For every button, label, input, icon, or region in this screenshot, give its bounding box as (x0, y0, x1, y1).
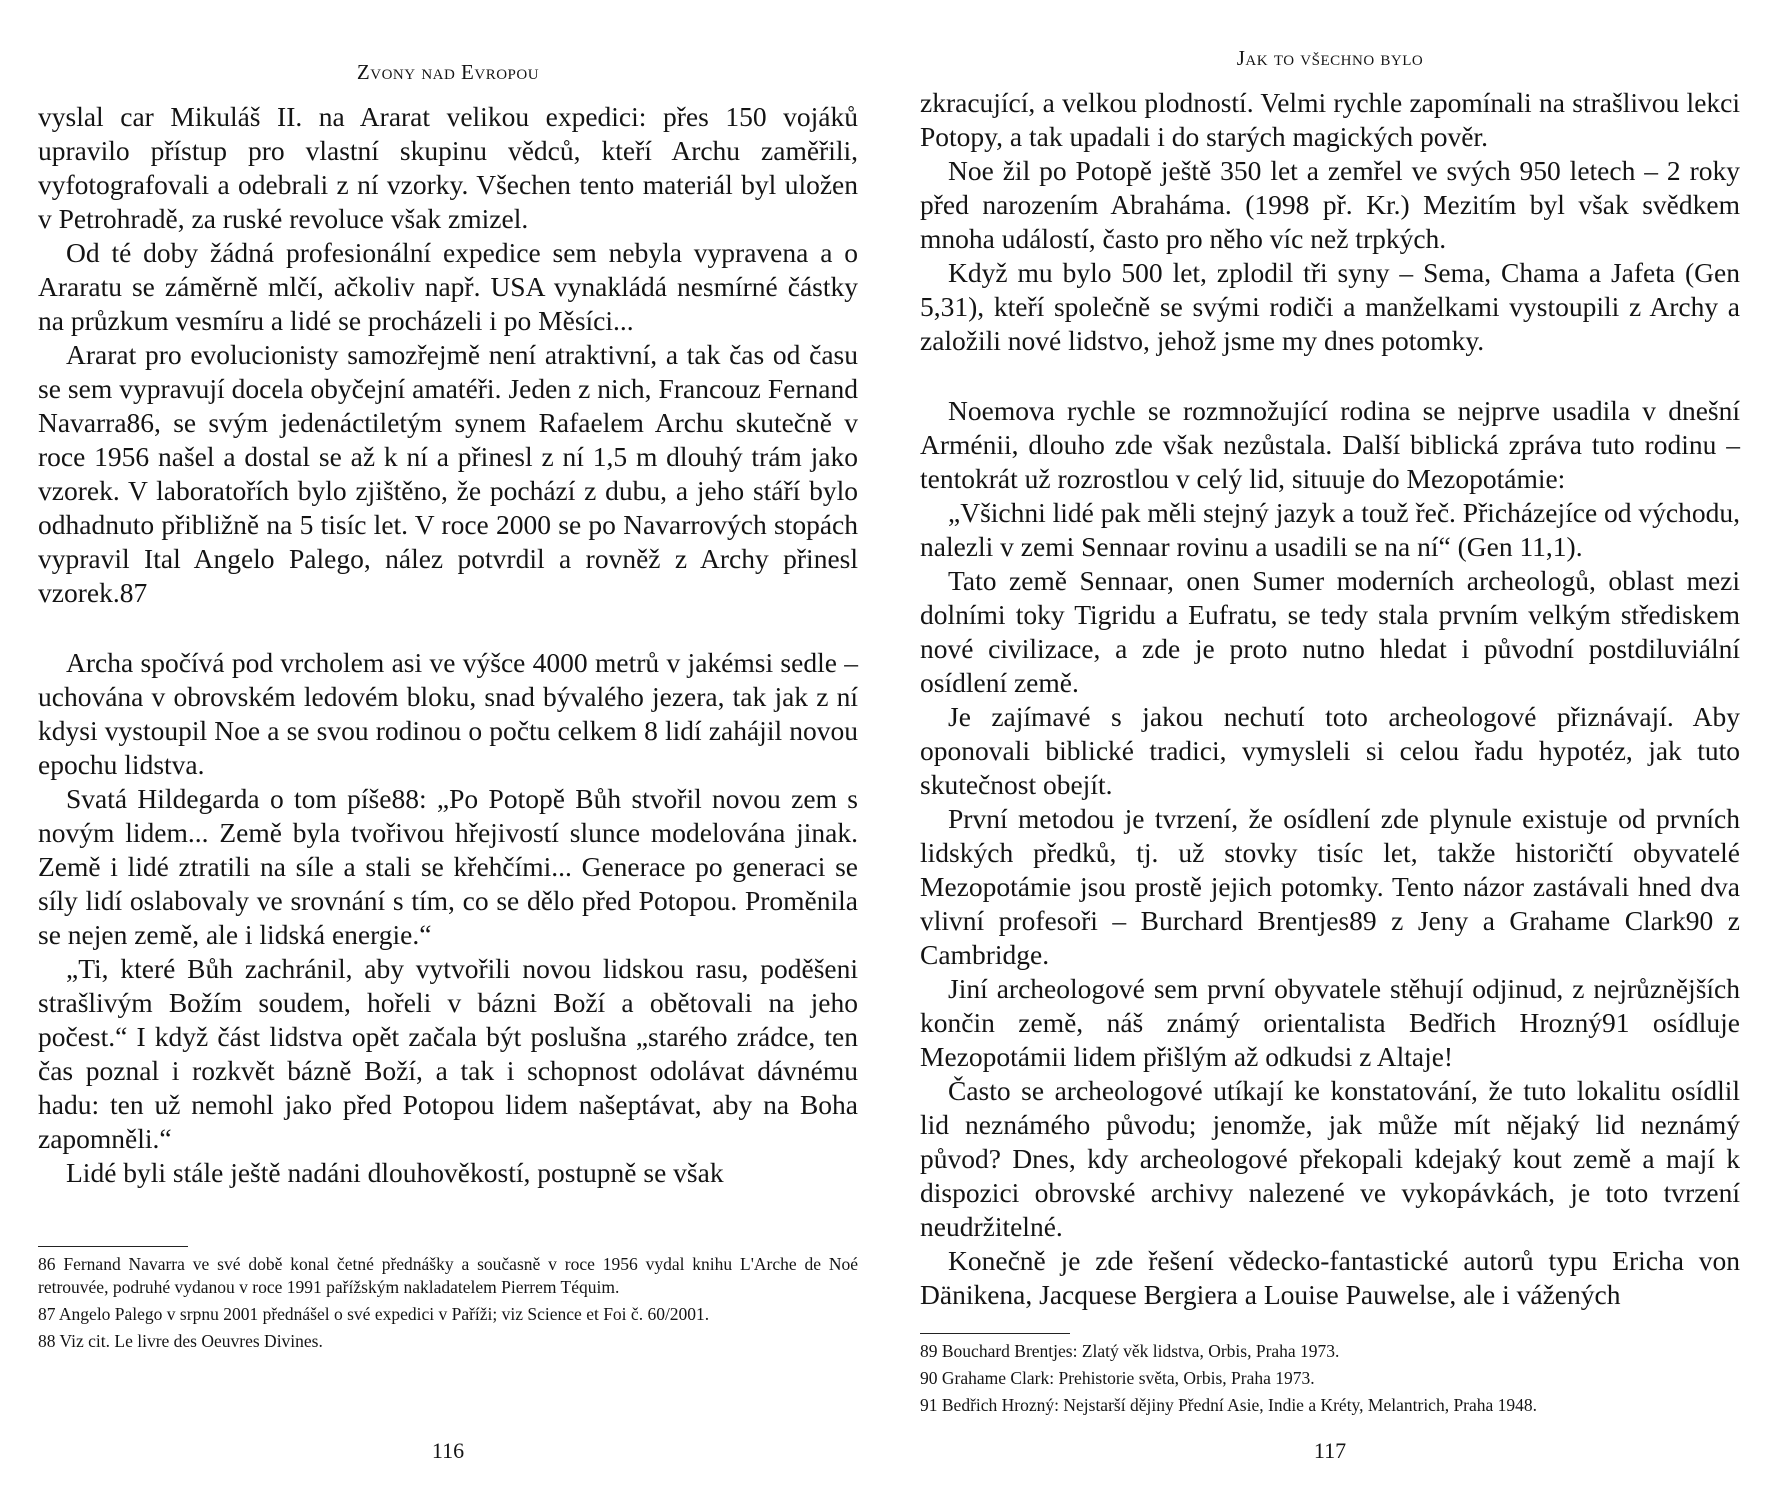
paragraph: Svatá Hildegarda o tom píše88: „Po Potopě Bůh stvořil novou zem s novým lidem... Země byla tvořivou hřejivostí slunce modelována jinak. Země i lidé ztratili na síle a stali se křehčími... Generace po generaci se síly lidí oslabovaly ve srovnání s tím, co se dělo před Potopou. Proměnila se nejen země, ale i lidská energie.“ (38, 783, 858, 950)
paragraph: Lidé byli stále ještě nadáni dlouhověkostí, postupně se však (66, 1157, 724, 1188)
footnote-rule (38, 1246, 188, 1247)
paragraph: První metodou je tvrzení, že osídlení zde plynule existuje od prvních lidských předků, tj. už stovky tisíc let, takže historičtí obyvatelé Mezopotámie jsou prostě jejich potomky. Tento názor zastávali hned dva vlivní profesoři – Burchard Brentjes89 z Jeny a Grahame Clark90 z Cambridge. (920, 803, 1740, 970)
paragraph: „Všichni lidé pak měli stejný jazyk a touž řeč. Přicházejíce od východu, nalezli v zemi Sennaar rovinu a usadili se na ní“ (Gen 11,1). (920, 497, 1740, 562)
footnote: 86 Fernand Navarra ve své době konal četné přednášky a současně v roce 1956 vydal knihu L'Arche de Noé retrouvée, podruhé vydanou v roce 1991 pařížským nakladatelem Pierrem Téquim. (38, 1254, 858, 1297)
paragraph: Noe žil po Potopě ještě 350 let a zemřel ve svých 950 letech – 2 roky před narozením Abraháma. (1998 př. Kr.) Mezitím byl však svědkem mnoha událostí, často pro něho víc než trpkých. (920, 155, 1740, 254)
paragraph: Ararat pro evolucionisty samozřejmě není atraktivní, a tak čas od času se sem vypravují docela obyčejní amatéři. Jeden z nich, Francouz Fernand Navarra86, se svým jedenáctiletým synem Rafaelem Archu skutečně v roce 1956 našel a dostal se až k ní a přinesl z ní 1,5 m dlouhý trám jako vzorek. V laboratořích bylo zjištěno, že pochází z dubu, a jeho stáří bylo odhadnuto přibližně na 5 tisíc let. V roce 2000 se po Navarrových stopách vypravil Ital Angelo Palego, nález potvrdil a rovněž z Archy přinesl vzorek.87 (38, 339, 858, 608)
paragraph: Noemova rychle se rozmnožující rodina se nejprve usadila v dnešní Arménii, dlouho zde však nezůstala. Další biblická zpráva tuto rodinu – tentokrát už rozrostlou v celý lid, situuje do Mezopotámie: (920, 395, 1740, 494)
paragraph: Od té doby žádná profesionální expedice sem nebyla vypravena a o Araratu se záměrně mlčí, ačkoliv např. USA vynakládá nesmírné částky na průzkum vesmíru a lidé se procházeli i po Měsíci... (38, 237, 858, 336)
paragraph: zkracující, a velkou plodností. Velmi rychle zapomínali na strašlivou lekci Potopy, a tak upadali i do starých magických pověr. (920, 87, 1740, 152)
running-head: Zvony nad Evropou (356, 60, 540, 84)
paragraph: „Ti, které Bůh zachránil, aby vytvořili novou lidskou rasu, poděšeni strašlivým Božím soudem, hořeli v bázni Boží a obětovali na jeho počest.“ I když část lidstva opět začala být poslušna „starého zrádce, ten čas poznal i rozkvět bázně Boží, a tak i schopnost odolávat dávnému hadu: ten už nemohl jako před Potopou lidem našeptávat, aby na Boha zapomněli.“ (38, 953, 858, 1154)
footnote: 91 Bedřich Hrozný: Nejstarší dějiny Přední Asie, Indie a Kréty, Melantrich, Praha 1948. (920, 1395, 1538, 1415)
footnote-rule (920, 1333, 1070, 1334)
paragraph: Tato země Sennaar, onen Sumer moderních archeologů, oblast mezi dolními toky Tigridu a Eufratu, se tedy stala prvním velkým střediskem nové civilizace, a zde je proto nutno hledat i původní postdiluviální osídlení země. (920, 565, 1740, 698)
running-head: Jak to všechno bylo (1236, 46, 1424, 70)
paragraph: vyslal car Mikuláš II. na Ararat velikou expedici: přes 150 vojáků upravilo přístup pro vlastní skupinu vědců, kteří Archu zaměřili, vyfotografovali a odebrali z ní vzorky. Všechen tento materiál byl uložen v Petrohradě, za ruské revoluce však zmizel. (38, 101, 858, 234)
page-number: 117 (1313, 1438, 1347, 1463)
page-body (920, 86, 1740, 1312)
footnotes (38, 1246, 858, 1357)
footnote: 87 Angelo Palego v srpnu 2001 přednášel o své expedici v Paříži; viz Science et Foi č. 60/2001. (38, 1304, 710, 1324)
paragraph: Je zajímavé s jakou nechutí toto archeologové přiznávají. Aby oponovali biblické tradici, vymysleli si celou řadu hypotéz, jak tuto skutečnost obejít. (920, 701, 1740, 800)
paragraph: Když mu bylo 500 let, zplodil tři syny – Sema, Chama a Jafeta (Gen 5,31), kteří společně se svými rodiči a manželkami vystoupili z Archy a založili nové lidstvo, jehož jsme my dnes potomky. (920, 257, 1740, 356)
paragraph: Archa spočívá pod vrcholem asi ve výšce 4000 metrů v jakémsi sedle – uchována v obrovském ledovém bloku, snad bývalého jezera, tak jak z ní kdysi vystoupil Noe a se svou rodinou o počtu celkem 8 lidí zahájil novou epochu lidstva. (38, 647, 858, 780)
footnote: 90 Grahame Clark: Prehistorie světa, Orbis, Praha 1973. (920, 1368, 1315, 1388)
page-body (38, 100, 858, 1190)
footnote: 88 Viz cit. Le livre des Oeuvres Divines. (38, 1331, 323, 1351)
left-page (38, 0, 858, 1500)
footnote: 89 Bouchard Brentjes: Zlatý věk lidstva, Orbis, Praha 1973. (920, 1341, 1340, 1361)
footnotes (920, 1333, 1740, 1421)
paragraph: Často se archeologové utíkají ke konstatování, že tuto lokalitu osídlil lid neznámého původu; jenomže, jak může mít nějaký lid neznámý původ? Dnes, kdy archeologové překopali kdejaký kout země a mají k dispozici obrovské archivy nalezené ve vykopávkách, je toto tvrzení neudržitelné. (920, 1075, 1740, 1242)
right-page (920, 0, 1740, 1500)
page-number: 116 (431, 1438, 465, 1463)
paragraph: Konečně je zde řešení vědecko-fantastické autorů typu Ericha von Dänikena, Jacquese Bergiera a Louise Pauwelse, ale i vážených (920, 1245, 1740, 1310)
paragraph: Jiní archeologové sem první obyvatele stěhují odjinud, z nejrůznějších končin země, náš známý orientalista Bedřich Hrozný91 osídluje Mezopotámii lidem přišlým až odkudsi z Altaje! (920, 973, 1740, 1072)
